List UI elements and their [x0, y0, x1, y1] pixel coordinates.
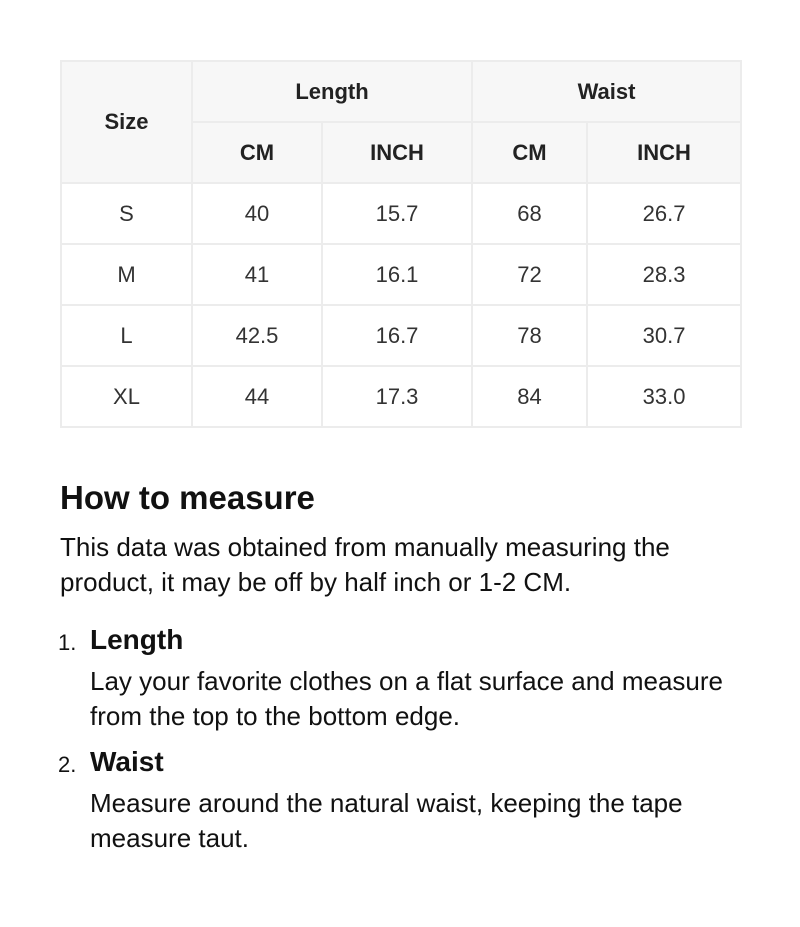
list-item — [60, 622, 750, 734]
waist-cm-cell: 72 — [472, 244, 587, 305]
step-title: Length — [90, 624, 184, 655]
measure-steps-list — [60, 622, 750, 856]
size-cell: S — [61, 183, 192, 244]
waist-inch-cell: 28.3 — [587, 244, 741, 305]
length-cm-header: CM — [192, 122, 322, 183]
size-column-header: Size — [61, 61, 192, 183]
length-inch-cell: 15.7 — [322, 183, 472, 244]
length-cm-cell: 41 — [192, 244, 322, 305]
table-row — [61, 366, 741, 427]
list-item — [60, 744, 750, 856]
size-cell: L — [61, 305, 192, 366]
waist-group-header: Waist — [472, 61, 741, 122]
waist-inch-cell: 30.7 — [587, 305, 741, 366]
length-group-header: Length — [192, 61, 472, 122]
step-number: 1. — [58, 630, 77, 655]
length-inch-cell: 16.1 — [322, 244, 472, 305]
waist-inch-header: INCH — [587, 122, 741, 183]
section-title: How to measure — [60, 479, 315, 516]
length-inch-cell: 16.7 — [322, 305, 472, 366]
waist-cm-cell: 68 — [472, 183, 587, 244]
waist-inch-cell: 33.0 — [587, 366, 741, 427]
step-title: Waist — [90, 746, 164, 777]
length-cm-cell: 42.5 — [192, 305, 322, 366]
step-description: Measure around the natural waist, keeping the tape measure taut. — [90, 788, 683, 853]
length-inch-header: INCH — [322, 122, 472, 183]
table-row — [61, 305, 741, 366]
size-cell: M — [61, 244, 192, 305]
waist-cm-header: CM — [472, 122, 587, 183]
intro-paragraph: This data was obtained from manually measuring the product, it may be off by half inch or 1-2 CM. — [60, 532, 670, 597]
step-number: 2. — [58, 752, 77, 777]
size-cell: XL — [61, 366, 192, 427]
how-to-measure-section — [60, 476, 750, 866]
waist-cm-cell: 84 — [472, 366, 587, 427]
length-inch-cell: 17.3 — [322, 366, 472, 427]
waist-cm-cell: 78 — [472, 305, 587, 366]
waist-inch-cell: 26.7 — [587, 183, 741, 244]
table-row — [61, 183, 741, 244]
table-row — [61, 244, 741, 305]
length-cm-cell: 44 — [192, 366, 322, 427]
table-header-row — [61, 61, 741, 122]
size-chart-table — [60, 60, 742, 428]
step-description: Lay your favorite clothes on a flat surface and measure from the top to the bottom edge. — [90, 666, 724, 731]
length-cm-cell: 40 — [192, 183, 322, 244]
